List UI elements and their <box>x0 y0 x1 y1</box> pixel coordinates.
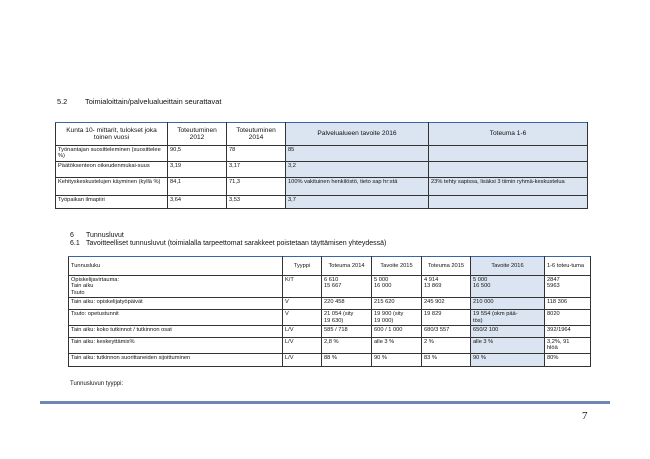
cell-line: 3,2%, 91 <box>547 339 570 346</box>
header-cell: Tyyppi <box>283 257 322 276</box>
cell: 19 829 <box>422 310 471 326</box>
label-line: Tsuto <box>71 289 85 296</box>
cell-line: 19 900 (sity <box>374 311 404 318</box>
page-number: 7 <box>582 410 588 422</box>
section-6-heading <box>70 232 124 240</box>
cell-line: 5963 <box>547 283 560 290</box>
section-number: 5.2 <box>57 97 68 106</box>
cell: 2 % <box>422 338 471 354</box>
cell: 680/3 557 <box>422 326 471 338</box>
footer-rule <box>40 401 610 404</box>
row-label: Kehityskeskustelujen käyminen (kyllä %) <box>56 178 168 196</box>
cell: alle 3 % <box>372 338 422 354</box>
cell-line: 16 500 <box>473 283 491 290</box>
cell <box>545 276 591 298</box>
cell: 8020 <box>545 310 591 326</box>
section-number: 6 <box>70 232 74 239</box>
cell <box>471 310 545 326</box>
table-header-row <box>56 123 588 146</box>
row-label: Tain aiku: koko tutkinnot / tutkinnon osat <box>69 326 283 338</box>
section-number: 6.1 <box>70 240 80 247</box>
table-row <box>56 178 588 196</box>
cell: 90 % <box>471 353 545 366</box>
cell-line: 19 000) <box>374 317 394 324</box>
cell-line: 6 610 <box>324 277 339 283</box>
cell-line: hlöä <box>547 345 558 352</box>
cell <box>429 146 588 162</box>
table-row <box>69 338 591 354</box>
header-cell: Toteuma 2014 <box>322 257 372 276</box>
section-5-2-heading <box>57 97 221 106</box>
cell: 100% vakituinen henkilöstö, tieto sap hr:stä <box>286 178 429 196</box>
cell: 78 <box>227 146 286 162</box>
row-label: Päätöksenteon oikeudenmukai-suus <box>56 162 168 178</box>
cell-line: 5 000 <box>473 277 488 283</box>
cell <box>322 310 372 326</box>
cell: 245 902 <box>422 298 471 310</box>
type-cell: V <box>283 310 322 326</box>
cell: 90,5 <box>168 146 227 162</box>
cell-line: tös) <box>473 317 483 324</box>
cell: 88 % <box>322 353 372 366</box>
cell: 3,19 <box>168 162 227 178</box>
label-line: Tain aiku <box>71 283 94 290</box>
type-cell: L/V <box>283 326 322 338</box>
cell-line: 16 000 <box>374 283 392 290</box>
table-header-row <box>69 257 591 276</box>
kunta10-table <box>55 122 588 209</box>
section-title: Toimialoittain/palvelualueittain seurattavat <box>85 97 222 106</box>
cell: 80% <box>545 353 591 366</box>
cell-line: 4 914 <box>424 277 439 283</box>
table-row <box>69 326 591 338</box>
cell: 85 <box>286 146 429 162</box>
table-row <box>69 353 591 366</box>
section-title: Tavoitteelliset tunnusluvut (toimialalla tarpeettomat sarakkeet poistetaan täyttämisen yhteydessä) <box>86 240 387 247</box>
cell: 118 306 <box>545 298 591 310</box>
cell: 90 % <box>372 353 422 366</box>
cell: 650/2 100 <box>471 326 545 338</box>
header-cell: Toteutuminen 2014 <box>227 123 286 146</box>
cell: 3,7 <box>286 196 429 209</box>
row-label: Tain aiku: opiskelijatyöpäivät <box>69 298 283 310</box>
row-label: Työpaikan ilmapiiri <box>56 196 168 209</box>
table-row <box>69 310 591 326</box>
cell: 215 620 <box>372 298 422 310</box>
table-row <box>56 196 588 209</box>
header-cell: Toteutuminen 2012 <box>168 123 227 146</box>
type-cell: L/V <box>283 338 322 354</box>
cell: 2,8 % <box>322 338 372 354</box>
cell-line: 15 667 <box>324 283 342 290</box>
cell: 392/1964 <box>545 326 591 338</box>
cell: alle 3 % <box>471 338 545 354</box>
cell-line: 13 869 <box>424 283 442 290</box>
cell-line: 2847 <box>547 277 560 283</box>
table-row <box>56 146 588 162</box>
table-row <box>56 162 588 178</box>
cell <box>372 310 422 326</box>
cell: 23% tehty sapissa, lisäksi 3 tiimin ryhmä-keskustelua <box>429 178 588 196</box>
footnote: Tunnusluvun tyyppi: <box>70 381 124 387</box>
header-cell: Tunnusluku <box>69 257 283 276</box>
table-row <box>69 298 591 310</box>
cell: 220 458 <box>322 298 372 310</box>
tunnusluvut-table <box>68 256 591 367</box>
cell-line: 19 554 (okm pää- <box>473 311 518 318</box>
header-cell: Toteuma 1-6 <box>429 123 588 146</box>
label-line: Opiskelijavirtauma: <box>71 277 120 283</box>
cell <box>429 196 588 209</box>
section-title: Tunnusluvut <box>86 232 124 239</box>
cell <box>429 162 588 178</box>
type-cell: V <box>283 298 322 310</box>
type-cell: K/T <box>283 276 322 298</box>
cell-line: 19 630) <box>324 317 344 324</box>
header-cell: Palvelualueen tavoite 2016 <box>286 123 429 146</box>
header-cell: Tavoite 2016 <box>471 257 545 276</box>
section-6-1-heading <box>70 240 386 248</box>
row-label: Tain aiku: keskeyttämis% <box>69 338 283 354</box>
cell: 71,3 <box>227 178 286 196</box>
cell <box>322 276 372 298</box>
cell: 3,17 <box>227 162 286 178</box>
row-label: Tain aiku: tutkinnon suorittaneiden sijoittuminen <box>69 353 283 366</box>
cell: 600 / 1 000 <box>372 326 422 338</box>
cell: 83 % <box>422 353 471 366</box>
header-cell: Kunta 10- mittarit, tulokset joka toinen vuosi <box>56 123 168 146</box>
cell: 84,1 <box>168 178 227 196</box>
header-cell: 1-6 toteu-tuma <box>545 257 591 276</box>
cell: 3,64 <box>168 196 227 209</box>
cell: 3,53 <box>227 196 286 209</box>
row-label: Tsuto: opetustunnit <box>69 310 283 326</box>
cell <box>422 276 471 298</box>
table-row <box>69 276 591 298</box>
cell <box>545 338 591 354</box>
row-label: Työnantajan suositteleminen (suosittelee %) <box>56 146 168 162</box>
header-cell: Toteuma 2015 <box>422 257 471 276</box>
cell-line: 21 054 (sity <box>324 311 354 318</box>
cell-line: 5 000 <box>374 277 389 283</box>
cell <box>471 276 545 298</box>
header-cell: Tavoite 2015 <box>372 257 422 276</box>
row-label <box>69 276 283 298</box>
cell: 3,2 <box>286 162 429 178</box>
cell <box>372 276 422 298</box>
type-cell: L/V <box>283 353 322 366</box>
cell: 210 000 <box>471 298 545 310</box>
cell: 585 / 718 <box>322 326 372 338</box>
